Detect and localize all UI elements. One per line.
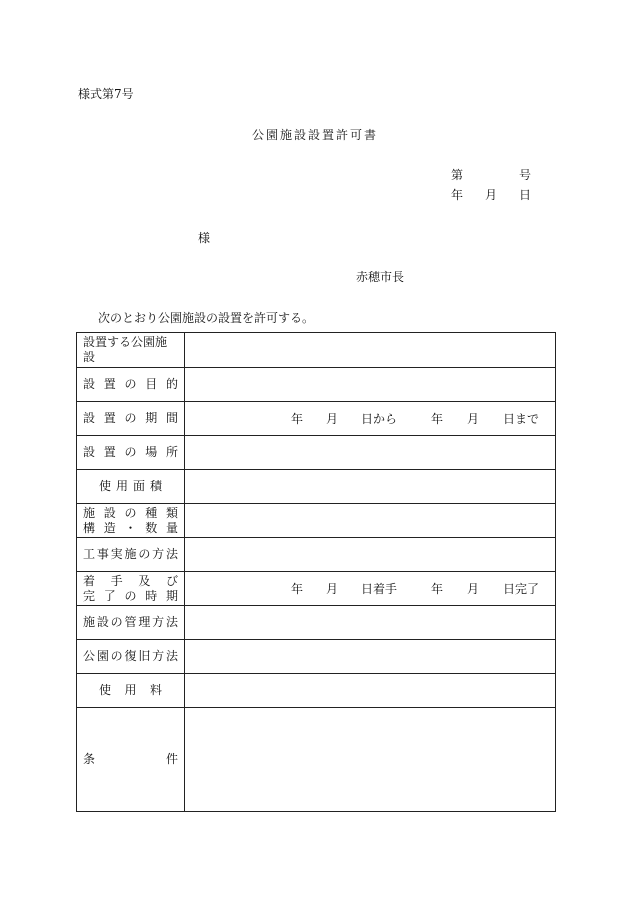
period-end-part: 日完了 (502, 582, 539, 596)
form-number: 様式第7号 (78, 87, 134, 101)
table-row (77, 673, 555, 707)
row-label (77, 606, 185, 639)
row-value-field[interactable] (185, 708, 555, 811)
row-label (77, 368, 185, 401)
period-end-part: 年 (431, 582, 444, 596)
row-label (77, 674, 185, 707)
row-label-line: 構造・数量 (83, 520, 178, 535)
row-label-line: 設置の場所 (83, 445, 178, 459)
period-end (431, 402, 539, 435)
row-value-field[interactable] (185, 470, 555, 503)
table-row (77, 333, 555, 367)
row-value-field[interactable] (185, 606, 555, 639)
row-value-field[interactable] (185, 640, 555, 673)
period-start-part: 月 (325, 412, 338, 426)
row-label-line: 使用面積 (99, 479, 162, 493)
row-value-field[interactable] (185, 333, 555, 367)
row-label-line: 完了の時期 (83, 588, 178, 603)
table-row (77, 707, 555, 811)
table-row (77, 571, 555, 605)
table-row (77, 605, 555, 639)
period-start (291, 572, 397, 605)
date-month-label: 月 (484, 188, 497, 202)
period-start-part: 月 (325, 582, 338, 596)
document-number (451, 166, 531, 183)
issue-date (451, 186, 531, 203)
date-day-label: 日 (518, 188, 531, 202)
row-label (77, 504, 185, 537)
row-value-field[interactable] (185, 572, 555, 605)
table-row (77, 435, 555, 469)
row-label-line: 設置の期間 (83, 411, 178, 425)
row-label (77, 640, 185, 673)
row-label-line: 施設の管理方法 (83, 615, 178, 629)
period-end-part: 日まで (502, 412, 539, 426)
row-label (77, 402, 185, 435)
table-row (77, 469, 555, 503)
row-value-field[interactable] (185, 538, 555, 571)
row-value-field[interactable] (185, 504, 555, 537)
period-start-part: 日から (360, 412, 397, 426)
row-value-field[interactable] (185, 402, 555, 435)
row-label (77, 436, 185, 469)
table-row (77, 537, 555, 571)
row-label (77, 333, 185, 367)
date-year-label: 年 (451, 188, 464, 202)
period-end-part: 月 (466, 582, 479, 596)
table-row (77, 503, 555, 537)
table-row (77, 639, 555, 673)
row-label-line: 着手及び (83, 573, 178, 588)
row-value-field[interactable] (185, 674, 555, 707)
row-label-line: 条件 (83, 752, 178, 766)
row-label-line: 使用料 (99, 683, 162, 697)
period-start (291, 402, 397, 435)
row-value-field[interactable] (185, 368, 555, 401)
row-label (77, 708, 185, 811)
addressee-suffix: 様 (198, 231, 211, 245)
table-row (77, 401, 555, 435)
period-start-part: 年 (291, 412, 304, 426)
row-label (77, 572, 185, 605)
number-suffix: 号 (518, 168, 531, 182)
period-start-part: 年 (291, 582, 304, 596)
table-row (77, 367, 555, 401)
period-end (431, 572, 539, 605)
period-end-part: 年 (431, 412, 444, 426)
row-label (77, 538, 185, 571)
intro-text: 次のとおり公園施設の設置を許可する。 (98, 311, 315, 325)
row-label-line: 設置する公園施設 (83, 335, 168, 364)
row-label-line: 工事実施の方法 (83, 547, 178, 561)
issuer: 赤穂市長 (356, 270, 405, 284)
row-label-line: 施設の種類 (83, 505, 178, 520)
period-end-part: 月 (466, 412, 479, 426)
permit-table (76, 332, 556, 812)
row-label-line: 公園の復旧方法 (83, 649, 178, 663)
number-prefix: 第 (451, 168, 464, 182)
document-title: 公園施設設置許可書 (251, 128, 378, 142)
row-label-line: 設置の目的 (83, 377, 178, 391)
row-label (77, 470, 185, 503)
period-start-part: 日着手 (360, 582, 397, 596)
row-value-field[interactable] (185, 436, 555, 469)
